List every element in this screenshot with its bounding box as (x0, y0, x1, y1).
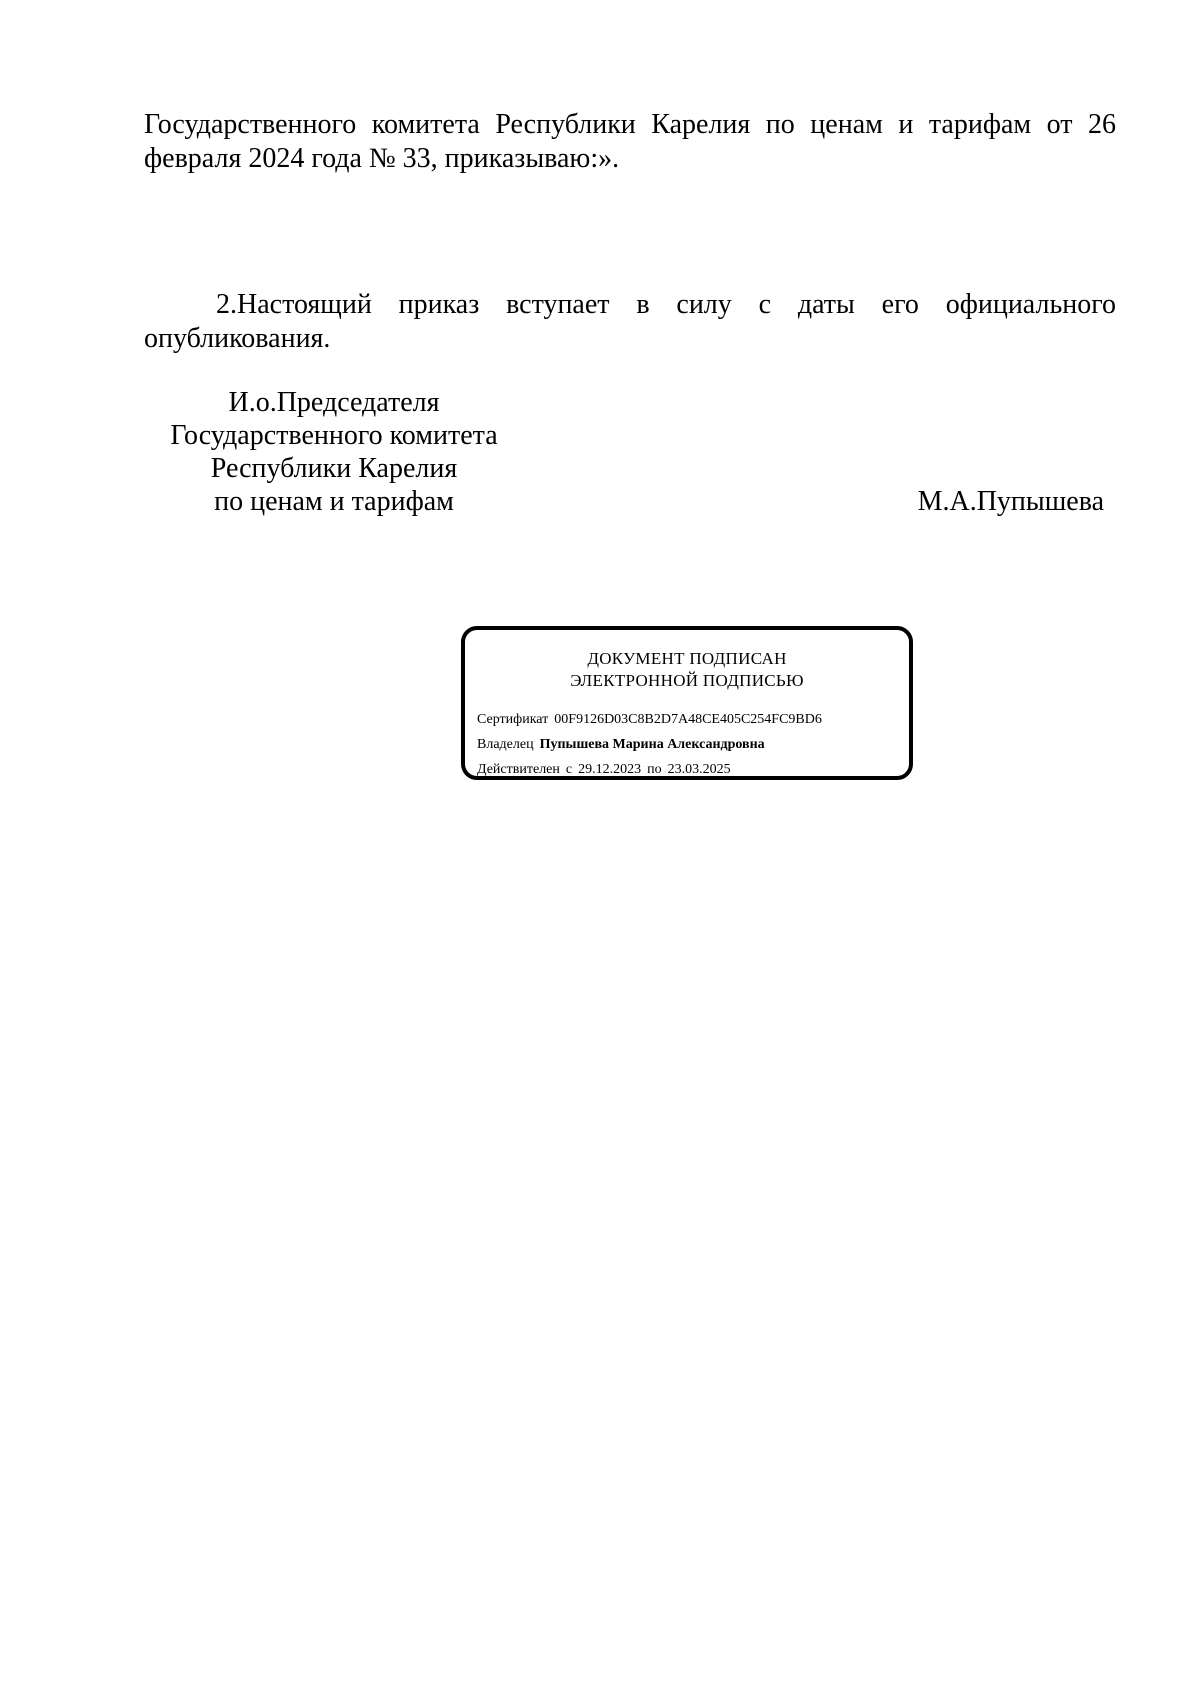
signatory-position (144, 386, 524, 518)
signatory-position-line: И.о.Председателя (228, 387, 440, 418)
certificate-value: 00F9126D03C8B2D7A48CE405C254FC9BD6 (554, 712, 822, 727)
paragraph-effective-date: 2.Настоящий приказ вступает в силу с даты его официального опубликования. (144, 289, 1116, 354)
signatory-name: М.А.Пупышева (917, 486, 1104, 517)
owner-label: Владелец (477, 737, 534, 752)
electronic-signature-stamp (461, 626, 913, 780)
valid-to-date: 23.03.2025 (667, 762, 731, 777)
stamp-title-line: ЭЛЕКТРОННОЙ ПОДПИСЬЮ (570, 671, 804, 690)
valid-from-date: 29.12.2023 (578, 762, 642, 777)
signatory-position-line: по ценам и тарифам (214, 486, 454, 517)
owner-value: Пупышева Марина Александровна (539, 737, 765, 752)
stamp-certificate (477, 711, 901, 729)
valid-label: Действителен (477, 762, 560, 777)
stamp-owner (477, 736, 901, 754)
valid-to-label: по (647, 762, 662, 777)
stamp-validity (477, 761, 901, 779)
paragraph-order-reference: Государственного комитета Республики Карелия по ценам и тарифам от 26 февраля 2024 года № 33, приказываю:». (144, 109, 1116, 174)
signatory-position-line: Государственного комитета (170, 420, 498, 451)
signatory-position-line: Республики Карелия (210, 453, 458, 484)
stamp-title (465, 648, 909, 692)
valid-from-label: с (565, 762, 573, 777)
certificate-label: Сертификат (477, 712, 549, 727)
stamp-title-line: ДОКУМЕНТ ПОДПИСАН (587, 649, 787, 668)
